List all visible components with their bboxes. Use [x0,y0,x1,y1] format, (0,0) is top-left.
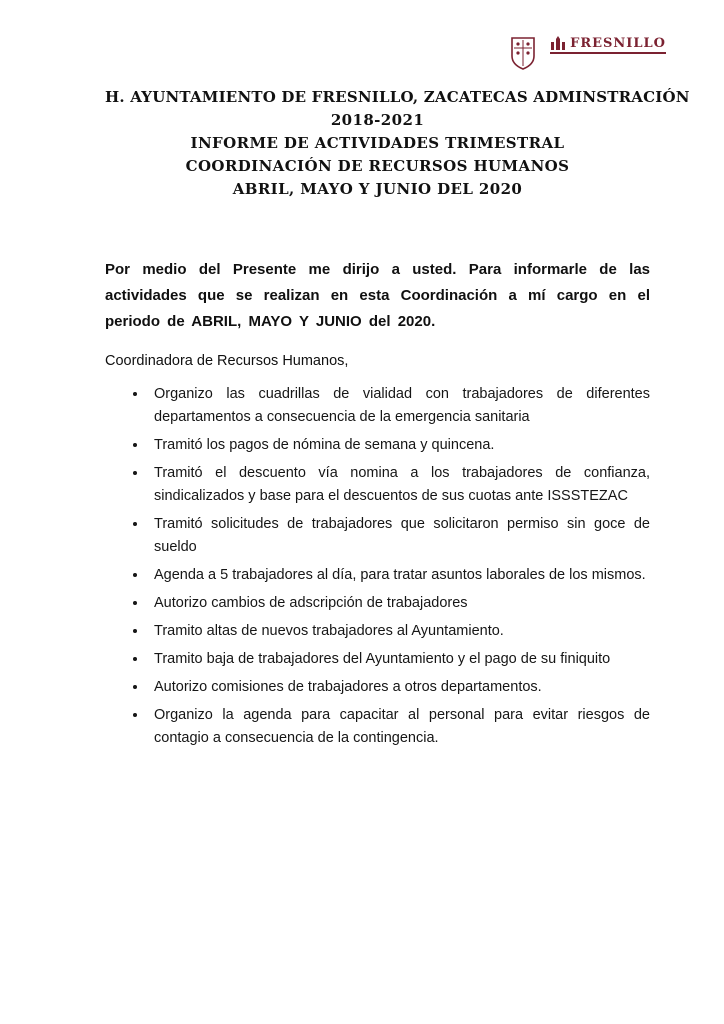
activity-item: • Tramito baja de trabajadores del Ayuntamiento y el pago de su finiquito [148,648,650,671]
activity-item: • Organizo las cuadrillas de vialidad con trabajadores de diferentes departamentos a consecuencia de la emergencia sanitaria [148,383,650,429]
fresnillo-logo-text: FRESNILLO [570,36,666,51]
activity-item: • Autorizo cambios de adscripción de trabajadores [148,592,650,615]
activity-item: • Tramitó los pagos de nómina de semana y quincena. [148,434,650,457]
title-line-2: 2018-2021 [330,111,425,129]
title-line-5: ABRIL, MAYO Y JUNIO DEL 2020 [232,180,523,198]
activity-item: • Autorizo comisiones de trabajadores a otros departamentos. [148,676,650,699]
activity-item: • Tramito altas de nuevos trabajadores al Ayuntamiento. [148,620,650,643]
fresnillo-logo [550,36,666,54]
fresnillo-building-icon [550,36,566,50]
title-line-3: INFORME DE ACTIVIDADES TRIMESTRAL [190,134,565,152]
document-content [105,86,690,755]
section-subtitle: Coordinadora de Recursos Humanos, [105,353,349,369]
activity-item: • Agenda a 5 trabajadores al día, para tratar asuntos laborales de los mismos. [148,564,650,587]
municipal-crest-icon [510,36,536,70]
document-title-block [105,86,690,201]
intro-paragraph: Por medio del Presente me dirijo a usted. Para informarle de las actividades que se realizan en esta Coordinación a mí cargo en el periodo de ABRIL, MAYO Y JUNIO del 2020. [105,261,650,330]
title-line-4: COORDINACIÓN DE RECURSOS HUMANOS [185,157,570,175]
fresnillo-logo-tagline-bar [550,52,666,54]
header-logos [510,36,666,70]
activities-list [105,383,650,750]
activity-item: • Organizo la agenda para capacitar al personal para evitar riesgos de contagio a consecuencia de la contingencia. [148,704,650,750]
title-line-1: H. AYUNTAMIENTO DE FRESNILLO, ZACATECAS ADMINSTRACIÓN [105,88,690,106]
activity-item: • Tramitó el descuento vía nomina a los trabajadores de confianza, sindicalizados y base para el descuentos de sus cuotas ante ISSSTEZAC [148,462,650,508]
activity-item: • Tramitó solicitudes de trabajadores que solicitaron permiso sin goce de sueldo [148,513,650,559]
